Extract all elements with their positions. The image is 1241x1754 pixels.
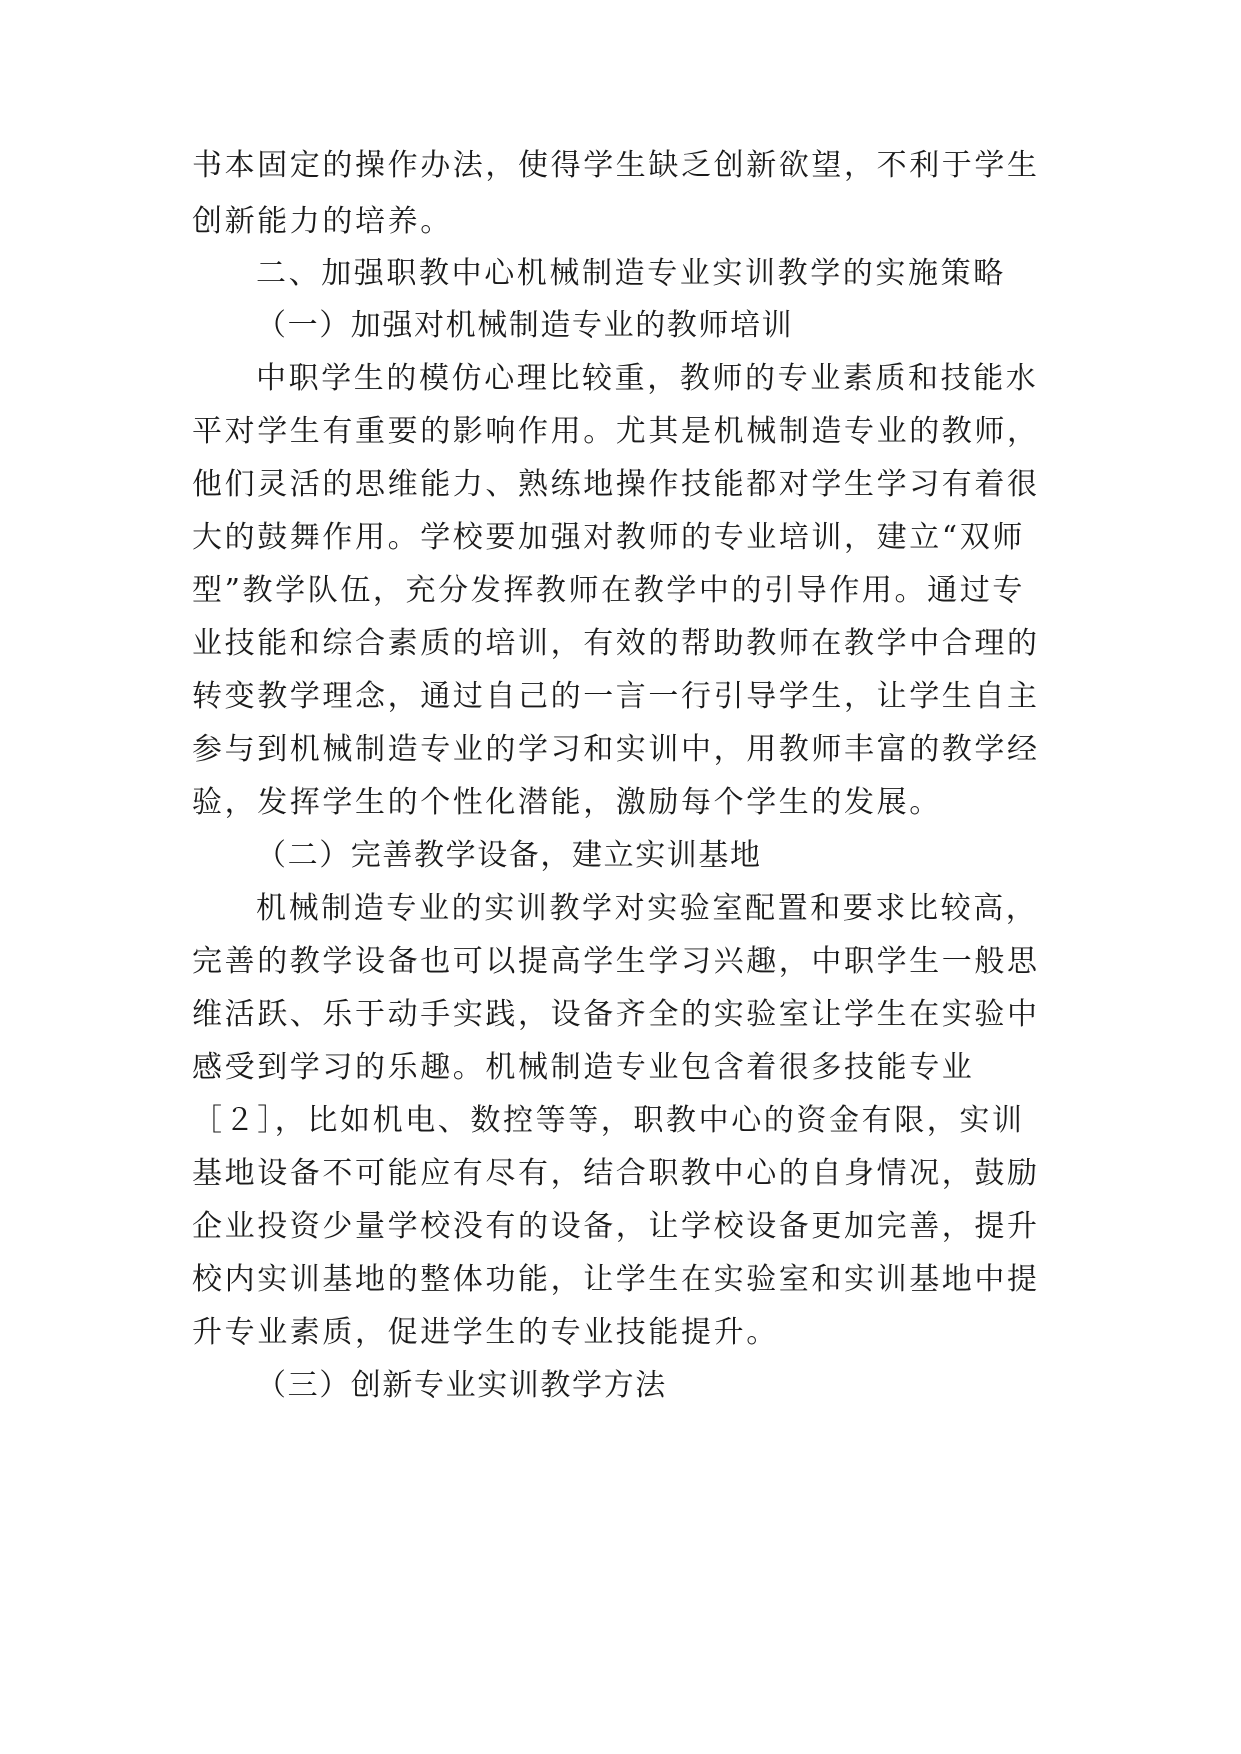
body-text-line: 升专业素质，促进学生的专业技能提升。 xyxy=(192,1315,779,1350)
body-text-line: 企业投资少量学校没有的设备，让学校设备更加完善，提升 xyxy=(192,1209,1040,1244)
section-heading: 二、加强职教中心机械制造专业实训教学的实施策略 xyxy=(256,256,1006,291)
body-text-line: 大的鼓舞作用。学校要加强对教师的专业培训，建立“双师 xyxy=(192,520,1025,555)
body-text-line: 业技能和综合素质的培训，有效的帮助教师在教学中合理的 xyxy=(192,626,1040,661)
body-text-line: 平对学生有重要的影响作用。尤其是机械制造专业的教师， xyxy=(192,414,1040,449)
body-text-line: 他们灵活的思维能力、熟练地操作技能都对学生学习有着很 xyxy=(192,467,1040,502)
body-text-line: 型”教学队伍，充分发挥教师在教学中的引导作用。通过专 xyxy=(192,573,1025,608)
body-text-line: 创新能力的培养。 xyxy=(192,204,453,239)
body-text-line: ［２］，比如机电、数控等等，职教中心的资金有限，实训 xyxy=(192,1103,1025,1138)
subsection-heading: （一）加强对机械制造专业的教师培训 xyxy=(256,308,794,343)
body-text-line: 机械制造专业的实训教学对实验室配置和要求比较高， xyxy=(256,891,1039,926)
body-text-line: 完善的教学设备也可以提高学生学习兴趣，中职学生一般思 xyxy=(192,944,1040,979)
body-text-line: 维活跃、乐于动手实践，设备齐全的实验室让学生在实验中 xyxy=(192,997,1040,1032)
body-text-line: 转变教学理念，通过自己的一言一行引导学生，让学生自主 xyxy=(192,679,1040,714)
body-text-line: 验，发挥学生的个性化潜能，激励每个学生的发展。 xyxy=(192,785,942,820)
body-text-line: 基地设备不可能应有尽有，结合职教中心的自身情况，鼓励 xyxy=(192,1156,1040,1191)
body-text-line: 中职学生的模仿心理比较重，教师的专业素质和技能水 xyxy=(256,361,1039,396)
subsection-heading: （二）完善教学设备，建立实训基地 xyxy=(256,838,762,873)
subsection-heading: （三）创新专业实训教学方法 xyxy=(256,1368,667,1403)
body-text-line: 参与到机械制造专业的学习和实训中，用教师丰富的教学经 xyxy=(192,732,1040,767)
body-text-line: 校内实训基地的整体功能，让学生在实验室和实训基地中提 xyxy=(192,1262,1040,1297)
body-text-line: 感受到学习的乐趣。机械制造专业包含着很多技能专业 xyxy=(192,1050,975,1085)
body-text-line: 书本固定的操作办法，使得学生缺乏创新欲望，不利于学生 xyxy=(192,148,1040,183)
